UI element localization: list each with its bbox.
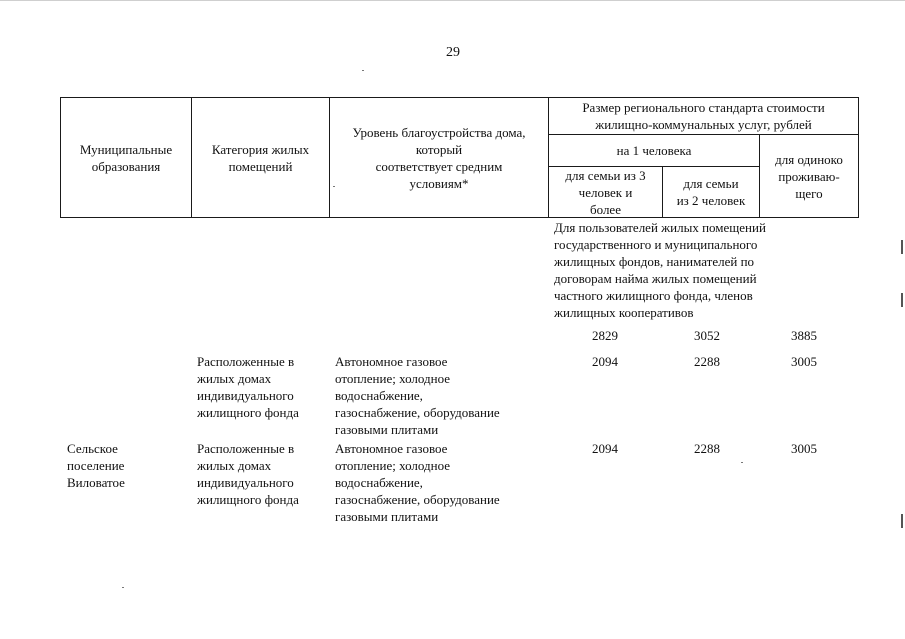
row0-single: 3885 [791,328,817,343]
row2-single: 3005 [791,441,817,456]
row2-municipality: Сельское поселение Виловатое [67,441,125,490]
row1-single: 3005 [791,354,817,369]
row2-family3: 2094 [592,441,618,456]
section-title: Для пользователей жилых помещений государственного и муниципального жилищных фондов, нанимателей по договорам найма жилых помещений частного жилищного фонда, членов жилищных кооперативов [554,220,766,320]
scan-speck [122,587,124,588]
row0-family2: 3052 [694,328,720,343]
header-per-person-text: на 1 человека [616,143,692,158]
scan-edge-mark [901,293,903,307]
row1-family3: 2094 [592,354,618,369]
scan-edge-mark [901,240,903,254]
scan-speck [362,70,364,71]
row2-category: Расположенные в жилых домах индивидуального жилищного фонда [197,441,299,507]
header-per-person [548,134,760,167]
header-municipal-text: Муниципальные образования [79,141,173,174]
header-category-text: Категория жилых помещений [211,141,310,174]
scan-edge-mark [901,514,903,528]
header-family3-text: для семьи из 3 человек и более [565,167,646,217]
header-family2 [662,166,760,218]
header-family3 [548,166,663,218]
scan-speck [333,186,335,187]
header-single-text: для одиноко проживаю- щего [775,151,843,201]
header-standard-text: Размер регионального стандарта стоимости жилищно-коммунальных услуг, рублей [582,100,825,132]
header-family2-text: для семьи из 2 человек [676,176,746,208]
row1-family2: 2288 [694,354,720,369]
row0-family3: 2829 [592,328,618,343]
row2-family2: 2288 [694,441,720,456]
scan-speck [741,462,743,463]
row1-level: Автономное газовое отопление; холодное водоснабжение, газоснабжение, оборудование газовыми плитами [335,354,500,437]
page-number: 29 [446,45,460,60]
header-category [191,97,330,218]
header-level-text: Уровень благоустройства дома, который соответствует средним условиям* [352,124,526,191]
row1-category: Расположенные в жилых домах индивидуального жилищного фонда [197,354,299,420]
row2-level: Автономное газовое отопление; холодное водоснабжение, газоснабжение, оборудование газовыми плитами [335,441,500,524]
header-single [759,134,859,218]
header-standard [548,97,859,135]
header-municipal [60,97,192,218]
top-edge-line [0,0,905,1]
header-level [329,97,549,218]
